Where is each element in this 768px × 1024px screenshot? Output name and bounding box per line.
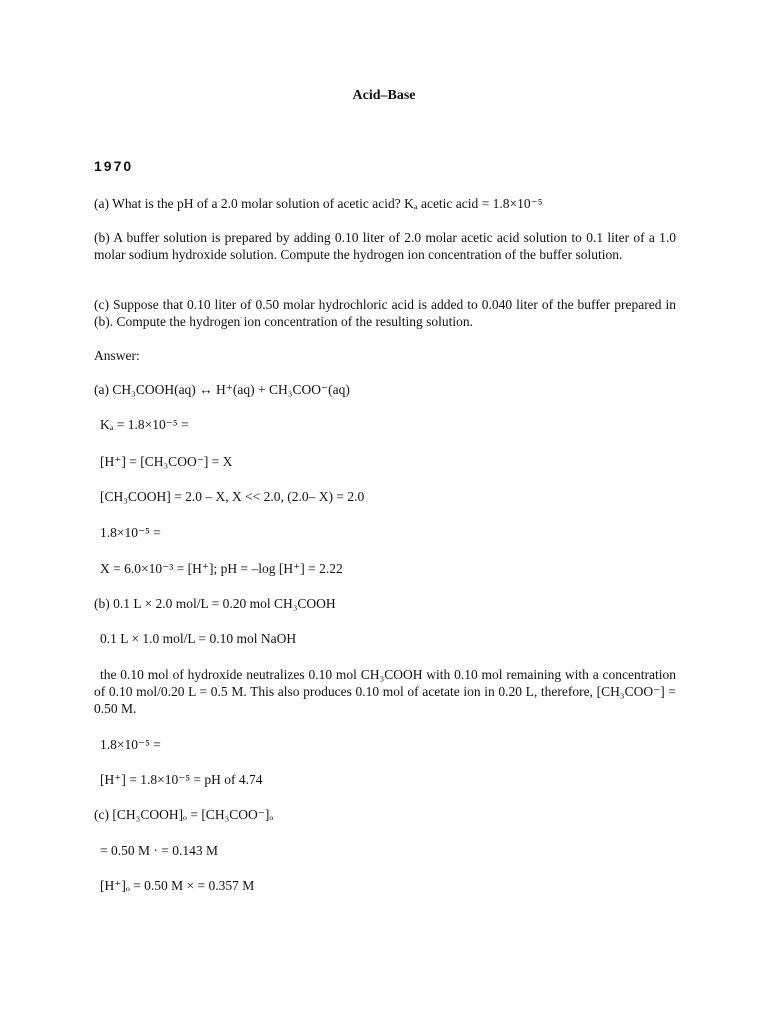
- answer-a-result: X = 6.0×10⁻³ = [H⁺]; pH = –log [H⁺] = 2.22: [100, 561, 343, 576]
- answer-a-ka: Kₐ = 1.8×10⁻⁵ =: [100, 417, 189, 432]
- answer-label: Answer:: [94, 348, 140, 363]
- question-b: (b) A buffer solution is prepared by adding 0.10 liter of 2.0 molar acetic acid solution to 0.1 liter of a 1.0 molar sodium hydroxide solution. Compute the hydrogen ion concentration of the buffer solution.: [94, 230, 676, 262]
- answer-b-result: [H⁺] = 1.8×10⁻⁵ = pH of 4.74: [100, 772, 263, 787]
- answer-b-substitution: 1.8×10⁻⁵ =: [100, 737, 161, 752]
- answer-c-hydrogen-ion: [H⁺]ₒ = 0.50 M × = 0.357 M: [100, 878, 255, 893]
- answer-a-approximation: [CH₃COOH] = 2.0 – X, X << 2.0, (2.0– X) = 2.0: [100, 489, 365, 504]
- answer-b-base-moles: 0.1 L × 1.0 mol/L = 0.10 mol NaOH: [100, 631, 297, 646]
- answer-c-concentration: = 0.50 M · = 0.143 M: [100, 843, 218, 858]
- answer-a-substitution: 1.8×10⁻⁵ =: [100, 525, 161, 540]
- answer-b-explanation: the 0.10 mol of hydroxide neutralizes 0.10 mol CH₃COOH with 0.10 mol remaining with a concentration of 0.10 mol/0.20 L = 0.5 M. This also produces 0.10 mol of acetate ion in 0.20 L, therefore, [CH₃COO⁻] = 0.50 M.: [94, 667, 676, 716]
- question-a: (a) What is the pH of a 2.0 molar solution of acetic acid? Kₐ acetic acid = 1.8×10⁻⁵: [94, 196, 543, 211]
- answer-c-initial: (c) [CH₃COOH]ₒ = [CH₃COO⁻]ₒ: [94, 807, 274, 822]
- answer-a-equal-concentrations: [H⁺] = [CH₃COO⁻] = X: [100, 454, 233, 469]
- answer-b-acid-moles: (b) 0.1 L × 2.0 mol/L = 0.20 mol CH₃COOH: [94, 596, 336, 611]
- question-c: (c) Suppose that 0.10 liter of 0.50 molar hydrochloric acid is added to 0.040 liter of the buffer prepared in (b). Compute the hydrogen ion concentration of the resulting solution.: [94, 297, 676, 329]
- answer-a-equation: (a) CH₃COOH(aq) ↔ H⁺(aq) + CH₃COO⁻(aq): [94, 382, 350, 397]
- section-year: 1970: [94, 158, 134, 174]
- page-title: Acid–Base: [352, 88, 416, 103]
